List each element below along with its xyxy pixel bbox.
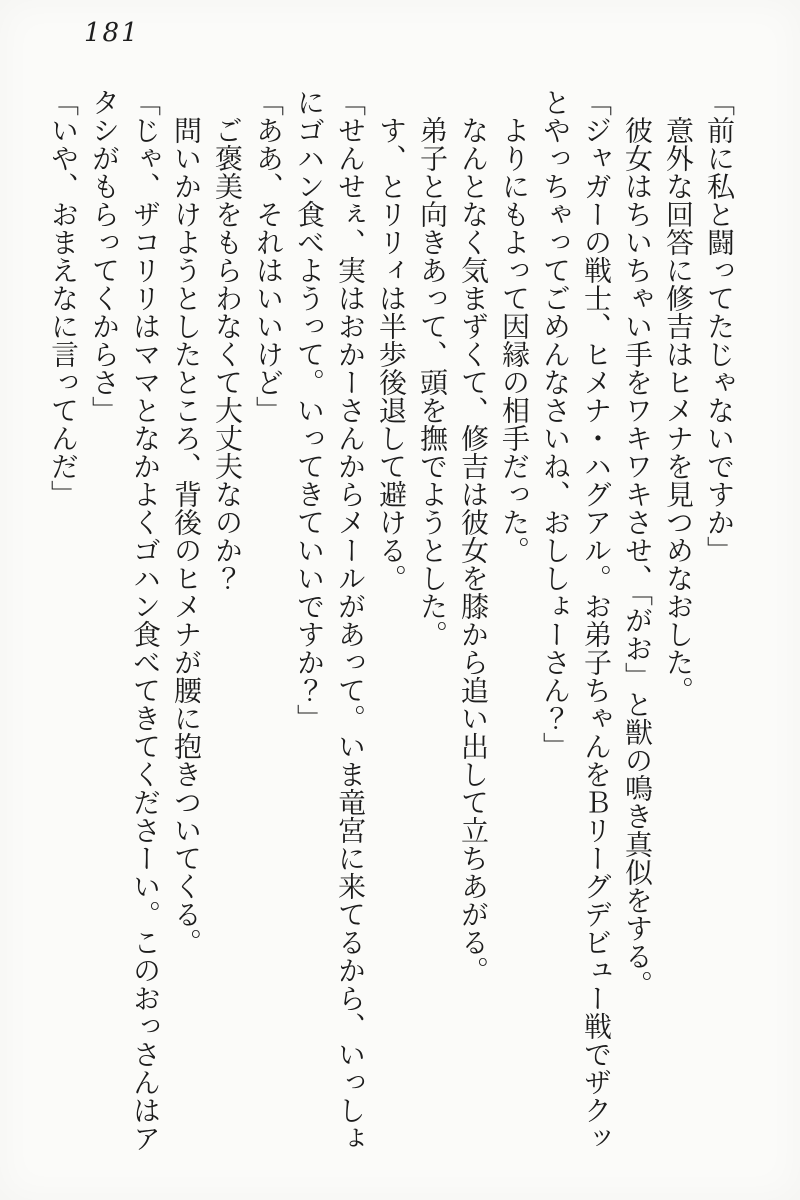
text-line: 「いや、おまえなに言ってんだ」 (47, 88, 78, 508)
text-line: 「ジャガーの戦士、ヒメナ・ハグアル。お弟子ちゃんをＢリーグデビュー戦でザクッ (580, 88, 611, 1152)
text-line: タシがもらってくからさ」 (88, 88, 119, 424)
text-line: 問いかけようとしたところ、背後のヒメナが腰に抱きついてくる。 (170, 116, 201, 956)
text-line: 「前に私と闘ってたじゃないですか」 (703, 88, 734, 564)
text-line: 「せんせぇ、実はおかーさんからメールがあって。いま竜宮に来てるから、いっしょ (334, 88, 365, 1152)
text-line: 「ああ、それはいいけど」 (252, 88, 283, 424)
page-number: 181 (84, 18, 140, 48)
text-line: 弟子と向きあって、頭を撫でようとした。 (416, 116, 447, 648)
text-line: にゴハン食べようって。いってきていいですか？」 (293, 88, 324, 732)
text-line: よりにもよって因縁の相手だった。 (498, 116, 529, 564)
text-line: す、とリリィは半歩後退して避ける。 (375, 116, 406, 592)
text-line: なんとなく気まずくて、修吉は彼女を膝から追い出して立ちあがる。 (457, 116, 488, 984)
text-body (42, 88, 739, 1172)
text-line: 「じゃ、ザコリリはママとなかよくゴハン食べてきてくださーい。このおっさんはア (129, 88, 160, 1152)
text-line: ご褒美をもらわなくて大丈夫なのか？ (211, 116, 242, 592)
text-line: 意外な回答に修吉はヒメナを見つめなおした。 (662, 116, 693, 704)
text-line: 彼女はちいちゃい手をワキワキさせ、「がお」と獣の鳴き真似をする。 (621, 116, 652, 998)
text-line: とやっちゃってごめんなさいね、おししょーさん？」 (539, 88, 570, 760)
